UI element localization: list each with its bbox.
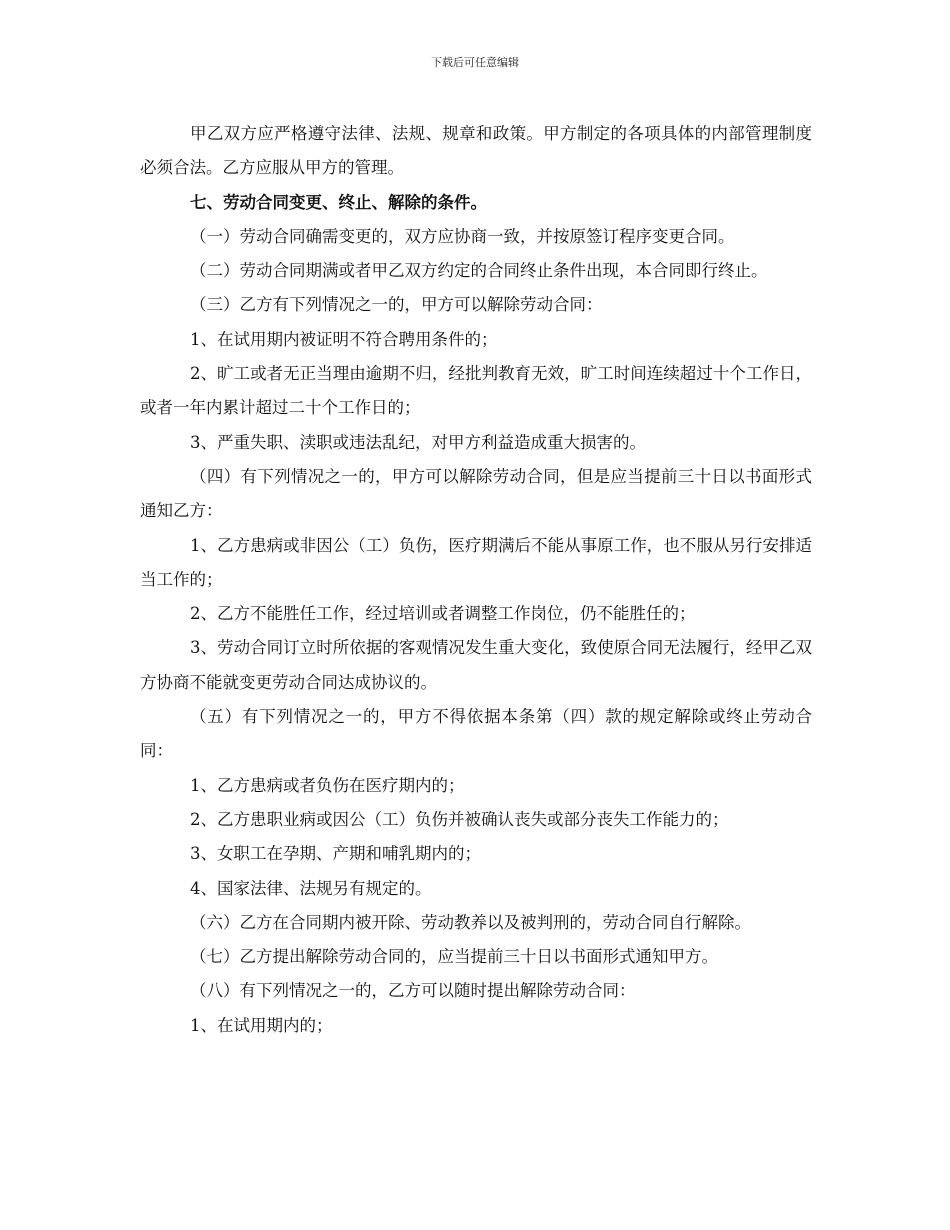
clause-4-item-2: 2、乙方不能胜任工作，经过培训或者调整工作岗位，仍不能胜任的； <box>190 604 696 624</box>
clause-3-item-1: 1、在试用期内被证明不符合聘用条件的； <box>190 329 498 349</box>
clause-7: （七）乙方提出解除劳动合同的，应当提前三十日以书面形式通知甲方。 <box>190 947 718 967</box>
page-header: 下载后可任意编辑 <box>431 56 519 69</box>
clause-4: （四）有下列情况之一的，甲方可以解除劳动合同，但是应当提前三十日以书面形式通知乙方： <box>140 466 812 521</box>
clause-1: （一）劳动合同确需变更的，双方应协商一致，并按原签订程序变更合同。 <box>190 226 735 246</box>
clause-5-item-1: 1、乙方患病或者负伤在医疗期内的； <box>190 775 465 795</box>
clause-4-item-1: 1、乙方患病或非因公（工）负伤，医疗期满后不能从事原工作，也不服从另行安排适当工作的； <box>140 535 812 589</box>
clause-5-item-3: 3、女职工在孕期、产期和哺乳期内的； <box>190 844 481 864</box>
clause-5: （五）有下列情况之一的，甲方不得依据本条第（四）款的规定解除或终止劳动合同： <box>140 707 812 761</box>
clause-8-item-1: 1、在试用期内的； <box>190 1015 333 1035</box>
section-heading-7: 七、劳动合同变更、终止、解除的条件。 <box>190 192 487 212</box>
clause-5-item-2: 2、乙方患职业病或因公（工）负伤并被确认丧失或部分丧失工作能力的； <box>190 809 729 829</box>
clause-3: （三）乙方有下列情况之一的，甲方可以解除劳动合同： <box>190 295 603 315</box>
document-body <box>140 117 812 1043</box>
clause-3-item-3: 3、严重失职、渎职或违法乱纪，对甲方利益造成重大损害的。 <box>190 432 646 452</box>
clause-2: （二）劳动合同期满或者甲乙双方约定的合同终止条件出现，本合同即行终止。 <box>190 261 768 281</box>
clause-5-item-4: 4、国家法律、法规另有规定的。 <box>190 878 432 898</box>
clause-6: （六）乙方在合同期内被开除、劳动教养以及被判刑的，劳动合同自行解除。 <box>190 912 751 932</box>
paragraph-compliance: 甲乙双方应严格遵守法律、法规、规章和政策。甲方制定的各项具体的内部管理制度必须合法。乙方应服从甲方的管理。 <box>140 124 812 178</box>
clause-8: （八）有下列情况之一的，乙方可以随时提出解除劳动合同： <box>190 981 636 1001</box>
clause-3-item-2: 2、旷工或者无正当理由逾期不归，经批判教育无效，旷工时间连续超过十个工作日，或者一年内累计超过二十个工作日的； <box>140 364 812 418</box>
clause-4-item-3: 3、劳动合同订立时所依据的客观情况发生重大变化，致使原合同无法履行，经甲乙双方协商不能就变更劳动合同达成协议的。 <box>140 638 812 692</box>
